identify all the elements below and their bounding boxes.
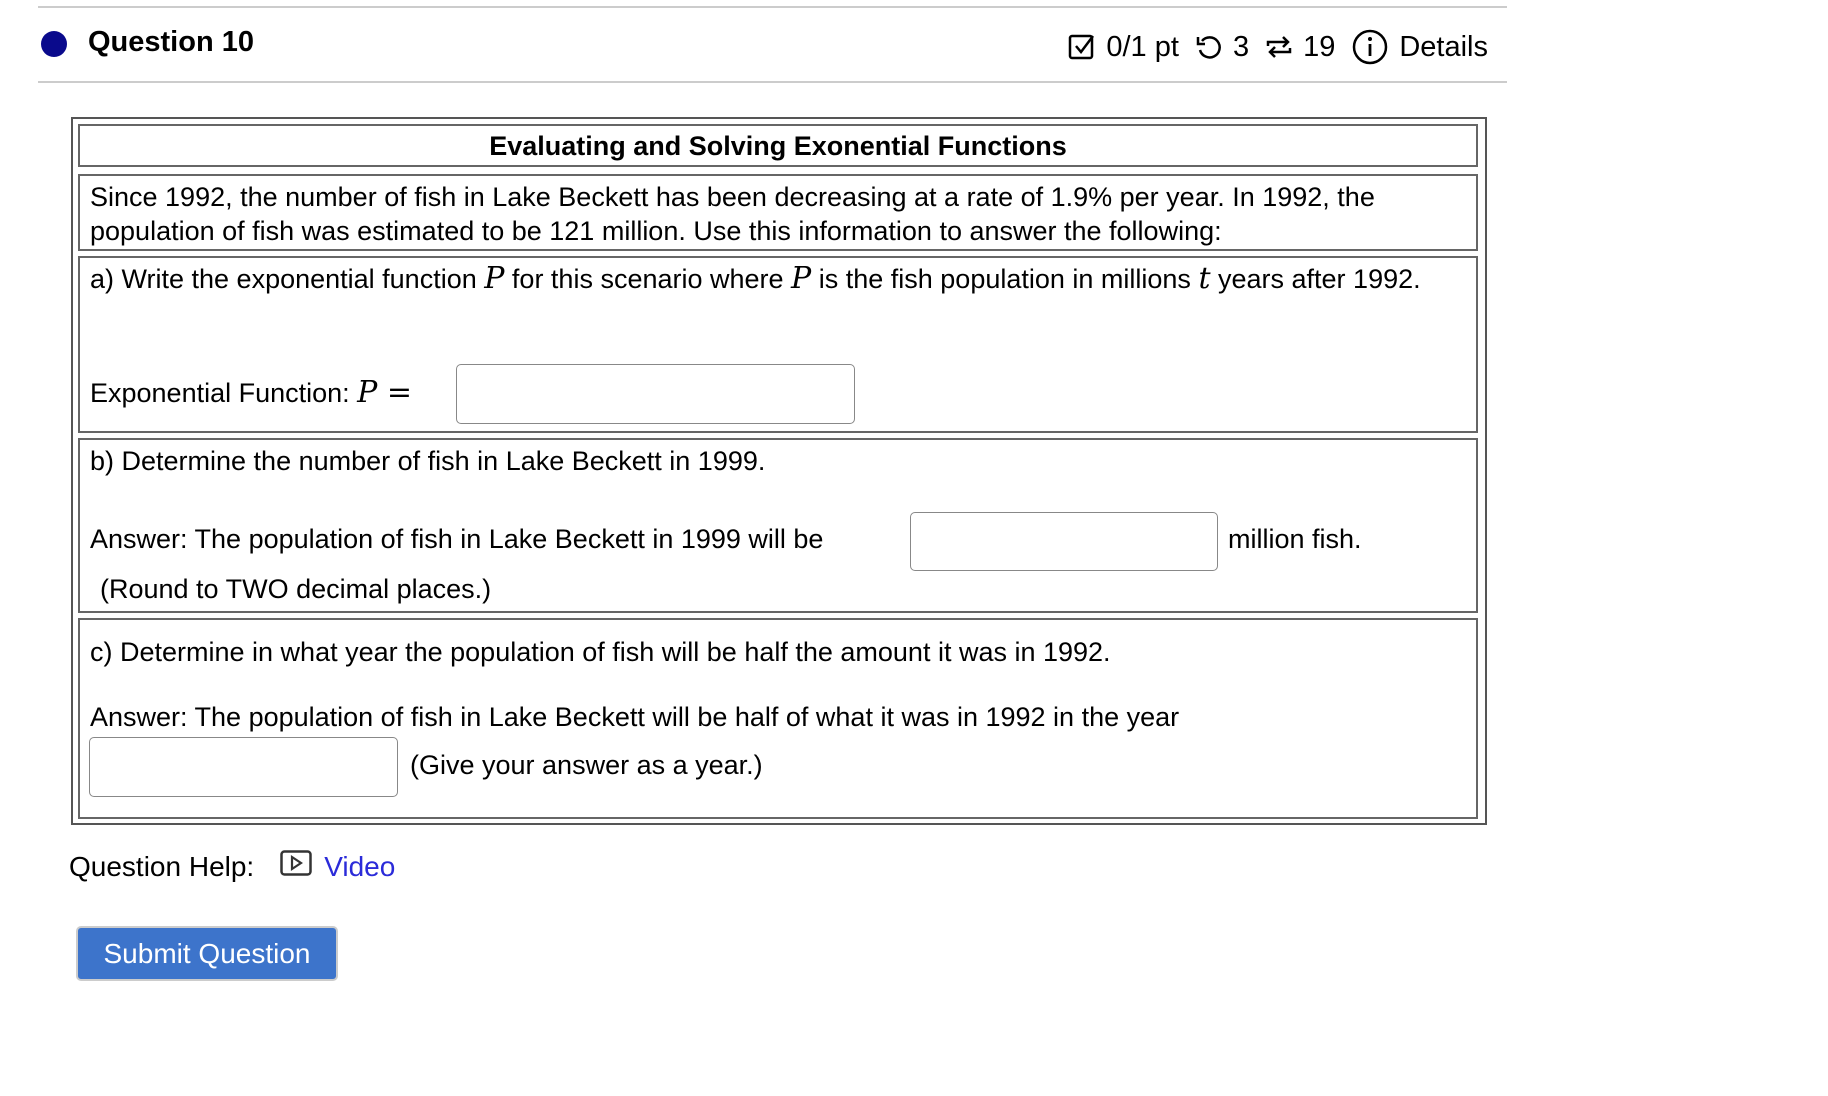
retry-icon [1195, 33, 1223, 61]
part-a-question: a) Write the exponential function P for this scenario where P is the fish population in millions t years after 1992. [90, 261, 1421, 296]
question-status-dot [41, 31, 67, 57]
part-b-note: (Round to TWO decimal places.) [100, 574, 492, 604]
part-c-note: (Give your answer as a year.) [410, 750, 763, 780]
fish-1999-input[interactable] [910, 512, 1218, 571]
retries-count: 3 [1232, 30, 1250, 63]
score-text: 0/1 pt [1106, 30, 1179, 63]
video-link[interactable]: Video [324, 850, 396, 882]
header-divider [38, 81, 1507, 83]
part-c-question: c) Determine in what year the population of fish will be half the amount it was in 1992. [90, 637, 1111, 667]
question-title: Question 10 [88, 26, 254, 58]
problem-title: Evaluating and Solving Exonential Functions [78, 124, 1478, 167]
attempts-count: 19 [1303, 30, 1336, 63]
question-help [69, 850, 395, 883]
question-meta [1068, 28, 1488, 66]
part-b [78, 438, 1478, 613]
part-a-label: Exponential Function: P = [90, 375, 413, 410]
top-divider [38, 6, 1507, 8]
part-b-answer-prefix: Answer: The population of fish in Lake Beckett in 1999 will be [90, 524, 824, 554]
attempts-icon [1265, 33, 1293, 61]
question-help-label: Question Help: [69, 850, 255, 882]
exponential-function-input[interactable] [456, 364, 855, 424]
details-link[interactable]: Details [1399, 30, 1488, 63]
problem-intro: Since 1992, the number of fish in Lake Beckett has been decreasing at a rate of 1.9% per year. In 1992, the population of fish was estimated to be 121 million. Use this information to answer the following: [78, 174, 1478, 251]
info-icon[interactable] [1351, 28, 1389, 66]
half-year-input[interactable] [89, 737, 398, 797]
video-icon[interactable] [280, 850, 312, 883]
part-b-question: b) Determine the number of fish in Lake Beckett in 1999. [90, 446, 766, 476]
submit-question-button[interactable]: Submit Question [76, 926, 338, 981]
part-b-answer-suffix: million fish. [1228, 524, 1362, 554]
part-c-answer-prefix: Answer: The population of fish in Lake Beckett will be half of what it was in 1992 in the year [90, 702, 1180, 732]
checkbox-score-icon [1068, 33, 1096, 61]
